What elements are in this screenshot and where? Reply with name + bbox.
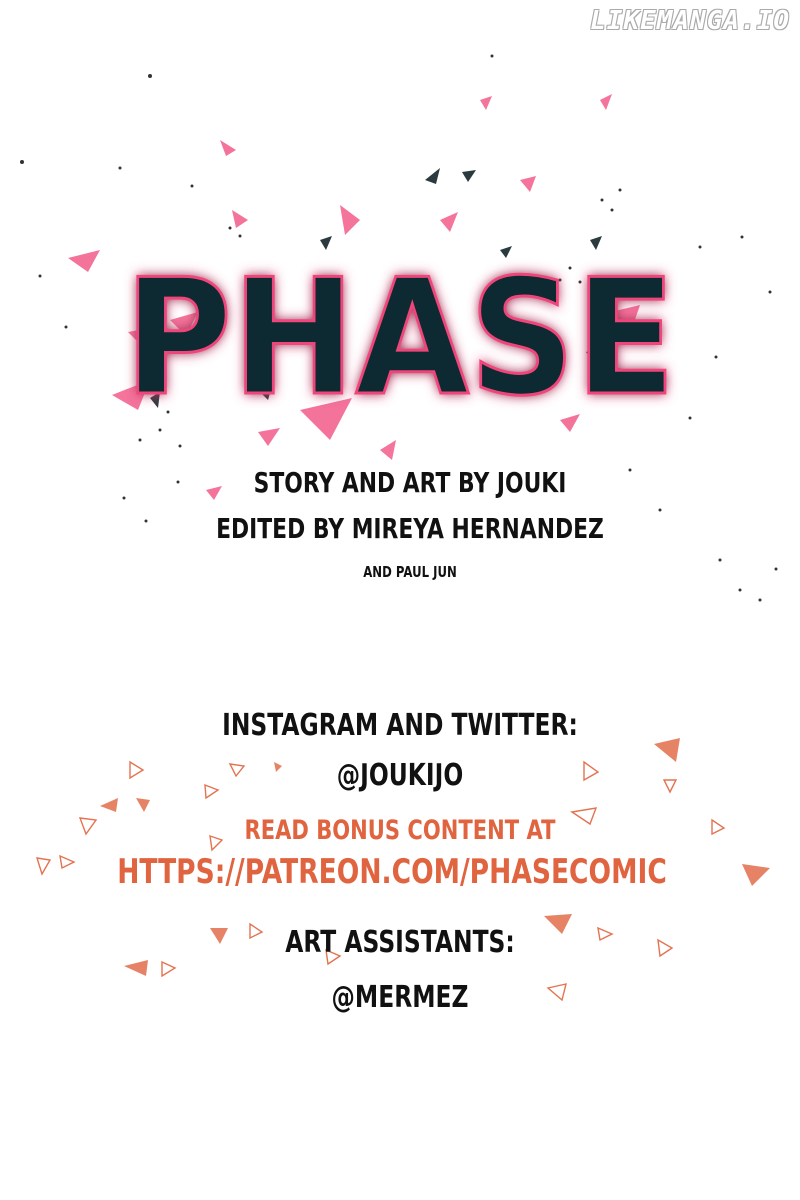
bonus-label: READ BONUS CONTENT AT	[244, 815, 556, 846]
patreon-link[interactable]: HTTPS://PATREON.COM/PHASECOMIC	[117, 852, 667, 892]
site-watermark: LIKEMANGA.IO	[590, 6, 790, 36]
social-handle: @JOUKIJO	[336, 758, 464, 793]
social-label: INSTAGRAM AND TWITTER:	[222, 708, 578, 743]
story-credit: STORY AND ART BY JOUKI	[253, 466, 567, 499]
editor-credit: EDITED BY MIREYA HERNANDEZ	[216, 512, 604, 545]
assistants-handle: @MERMEZ	[331, 980, 469, 1015]
comic-title: PHASE	[124, 245, 676, 432]
assistants-label: ART ASSISTANTS:	[285, 925, 515, 960]
co-editor-credit: AND PAUL JUN	[363, 563, 457, 581]
